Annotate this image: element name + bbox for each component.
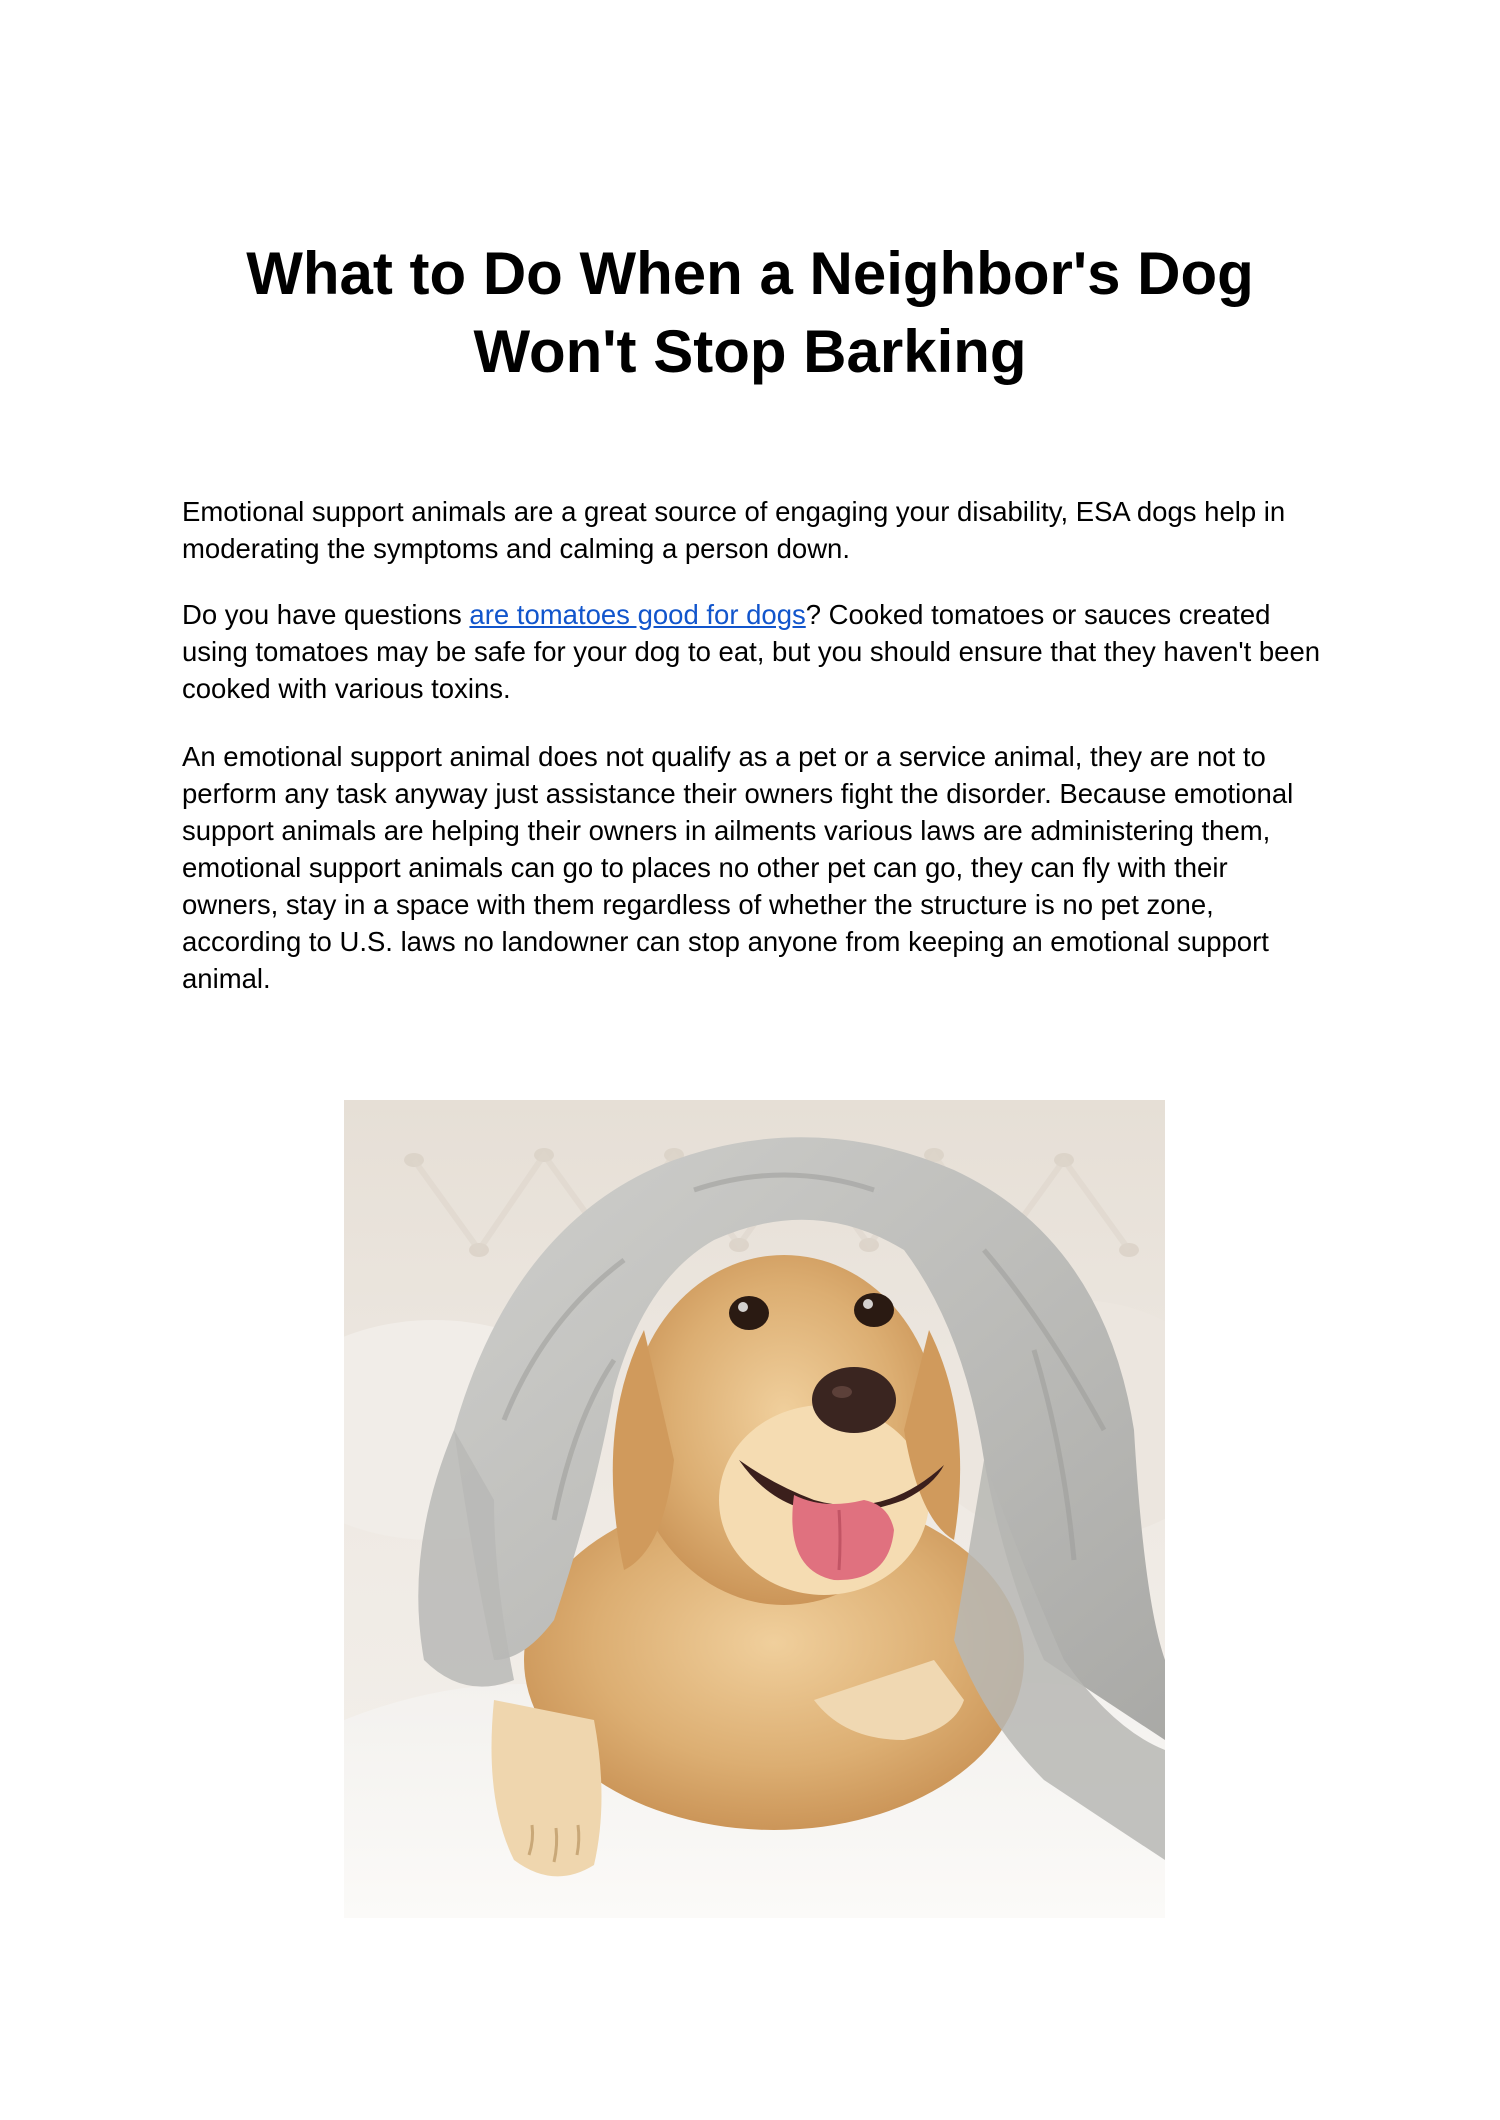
paragraph-esa-rights: An emotional support animal does not qualify as a pet or a service animal, they are not to perform any task anyway just assistance their owners fight the disorder. Because emotional support animals are helping their owners in ailments various laws are administering them, emotional support animals can go to places no other pet can go, they can fly with their owners, stay in a space with them regardless of whether the structure is no pet zone, according to U.S. laws no landowner can stop anyone from keeping an emotional support animal. bbox=[182, 741, 1294, 994]
dog-under-blanket-photo bbox=[344, 1100, 1165, 1918]
paragraph-intro: Emotional support animals are a great source of engaging your disability, ESA dogs help in moderating the symptoms and calming a person down. bbox=[182, 496, 1286, 564]
title-line-1: What to Do When a Neighbor's Dog bbox=[246, 240, 1254, 307]
page-title bbox=[180, 235, 1320, 391]
title-line-2: Won't Stop Barking bbox=[473, 318, 1027, 385]
paragraph-tomatoes-after-link: ? Cooked tomatoes or sauces created using tomatoes may be safe for your dog to eat, but you should ensure that they haven't been cooked with various toxins. bbox=[182, 599, 1321, 704]
paragraph-tomatoes bbox=[182, 596, 1322, 707]
tomatoes-link[interactable]: are tomatoes good for dogs bbox=[469, 599, 806, 630]
paragraph-tomatoes-before-link: Do you have questions bbox=[182, 599, 470, 630]
